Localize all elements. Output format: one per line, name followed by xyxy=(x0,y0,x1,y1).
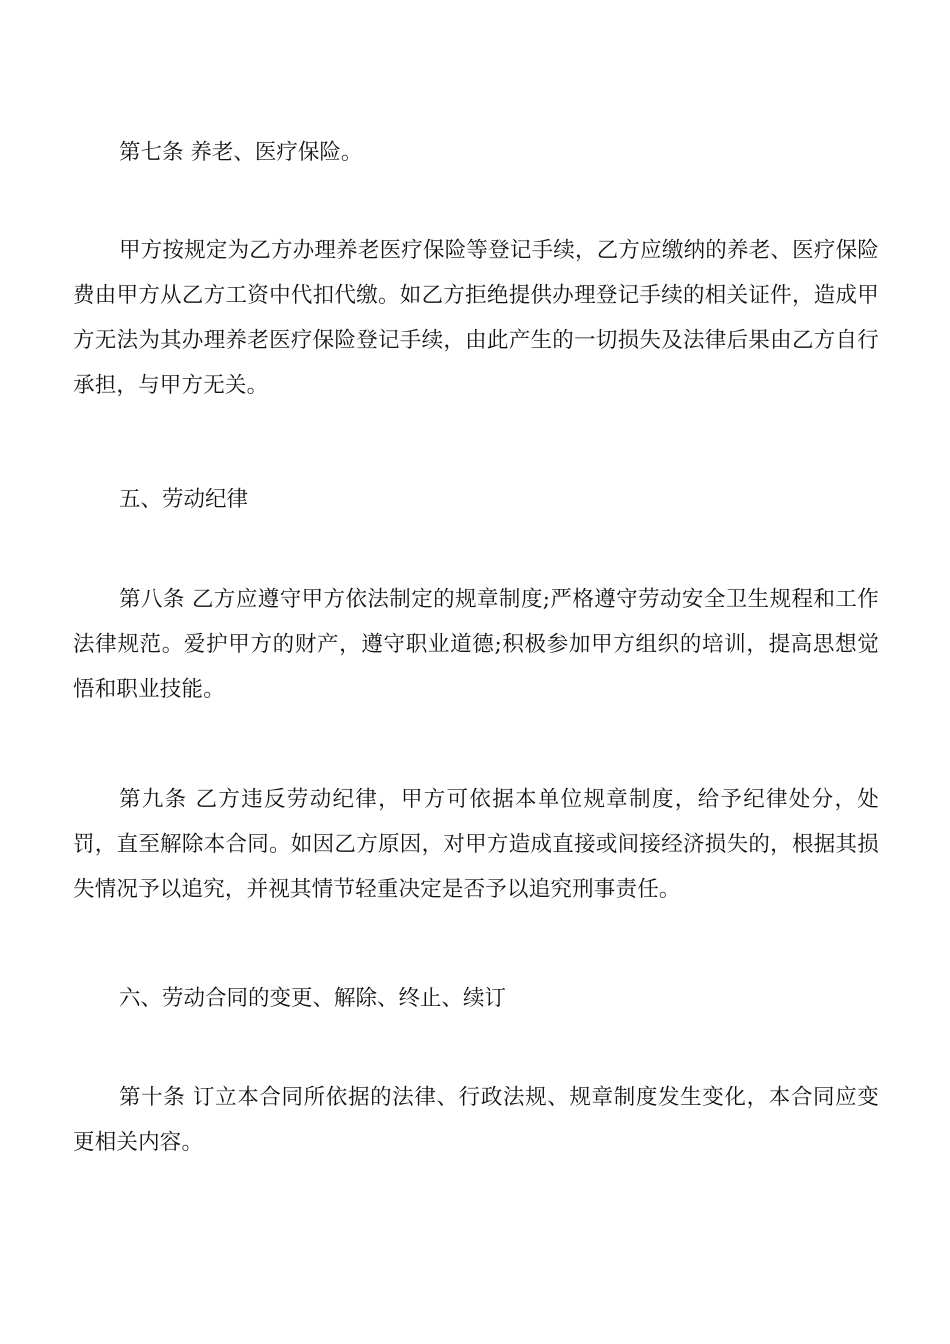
article-10-paragraph: 第十条 订立本合同所依据的法律、行政法规、规章制度发生变化，本合同应变更相关内容。 xyxy=(73,1085,879,1155)
article-8-paragraph: 第八条 乙方应遵守甲方依法制定的规章制度;严格遵守劳动安全卫生规程和工作法律规范。爱护甲方的财产，遵守职业道德;积极参加甲方组织的培训，提高思想觉悟和职业技能。 xyxy=(73,587,879,702)
section-5-heading: 五、劳动纪律 xyxy=(119,487,249,512)
article-9-paragraph: 第九条 乙方违反劳动纪律，甲方可依据本单位规章制度，给予纪律处分，处罚，直至解除本合同。如因乙方原因，对甲方造成直接或间接经济损失的，根据其损失情况予以追究，并视其情节轻重决定是否予以追究刑事责任。 xyxy=(73,787,879,902)
section-6-heading: 六、劳动合同的变更、解除、终止、续订 xyxy=(119,986,507,1011)
article-7-heading: 第七条 养老、医疗保险。 xyxy=(119,140,363,165)
article-7-paragraph: 甲方按规定为乙方办理养老医疗保险等登记手续，乙方应缴纳的养老、医疗保险费由甲方从乙方工资中代扣代缴。如乙方拒绝提供办理登记手续的相关证件，造成甲方无法为其办理养老医疗保险登记手续，由此产生的一切损失及法律后果由乙方自行承担，与甲方无关。 xyxy=(73,238,879,398)
